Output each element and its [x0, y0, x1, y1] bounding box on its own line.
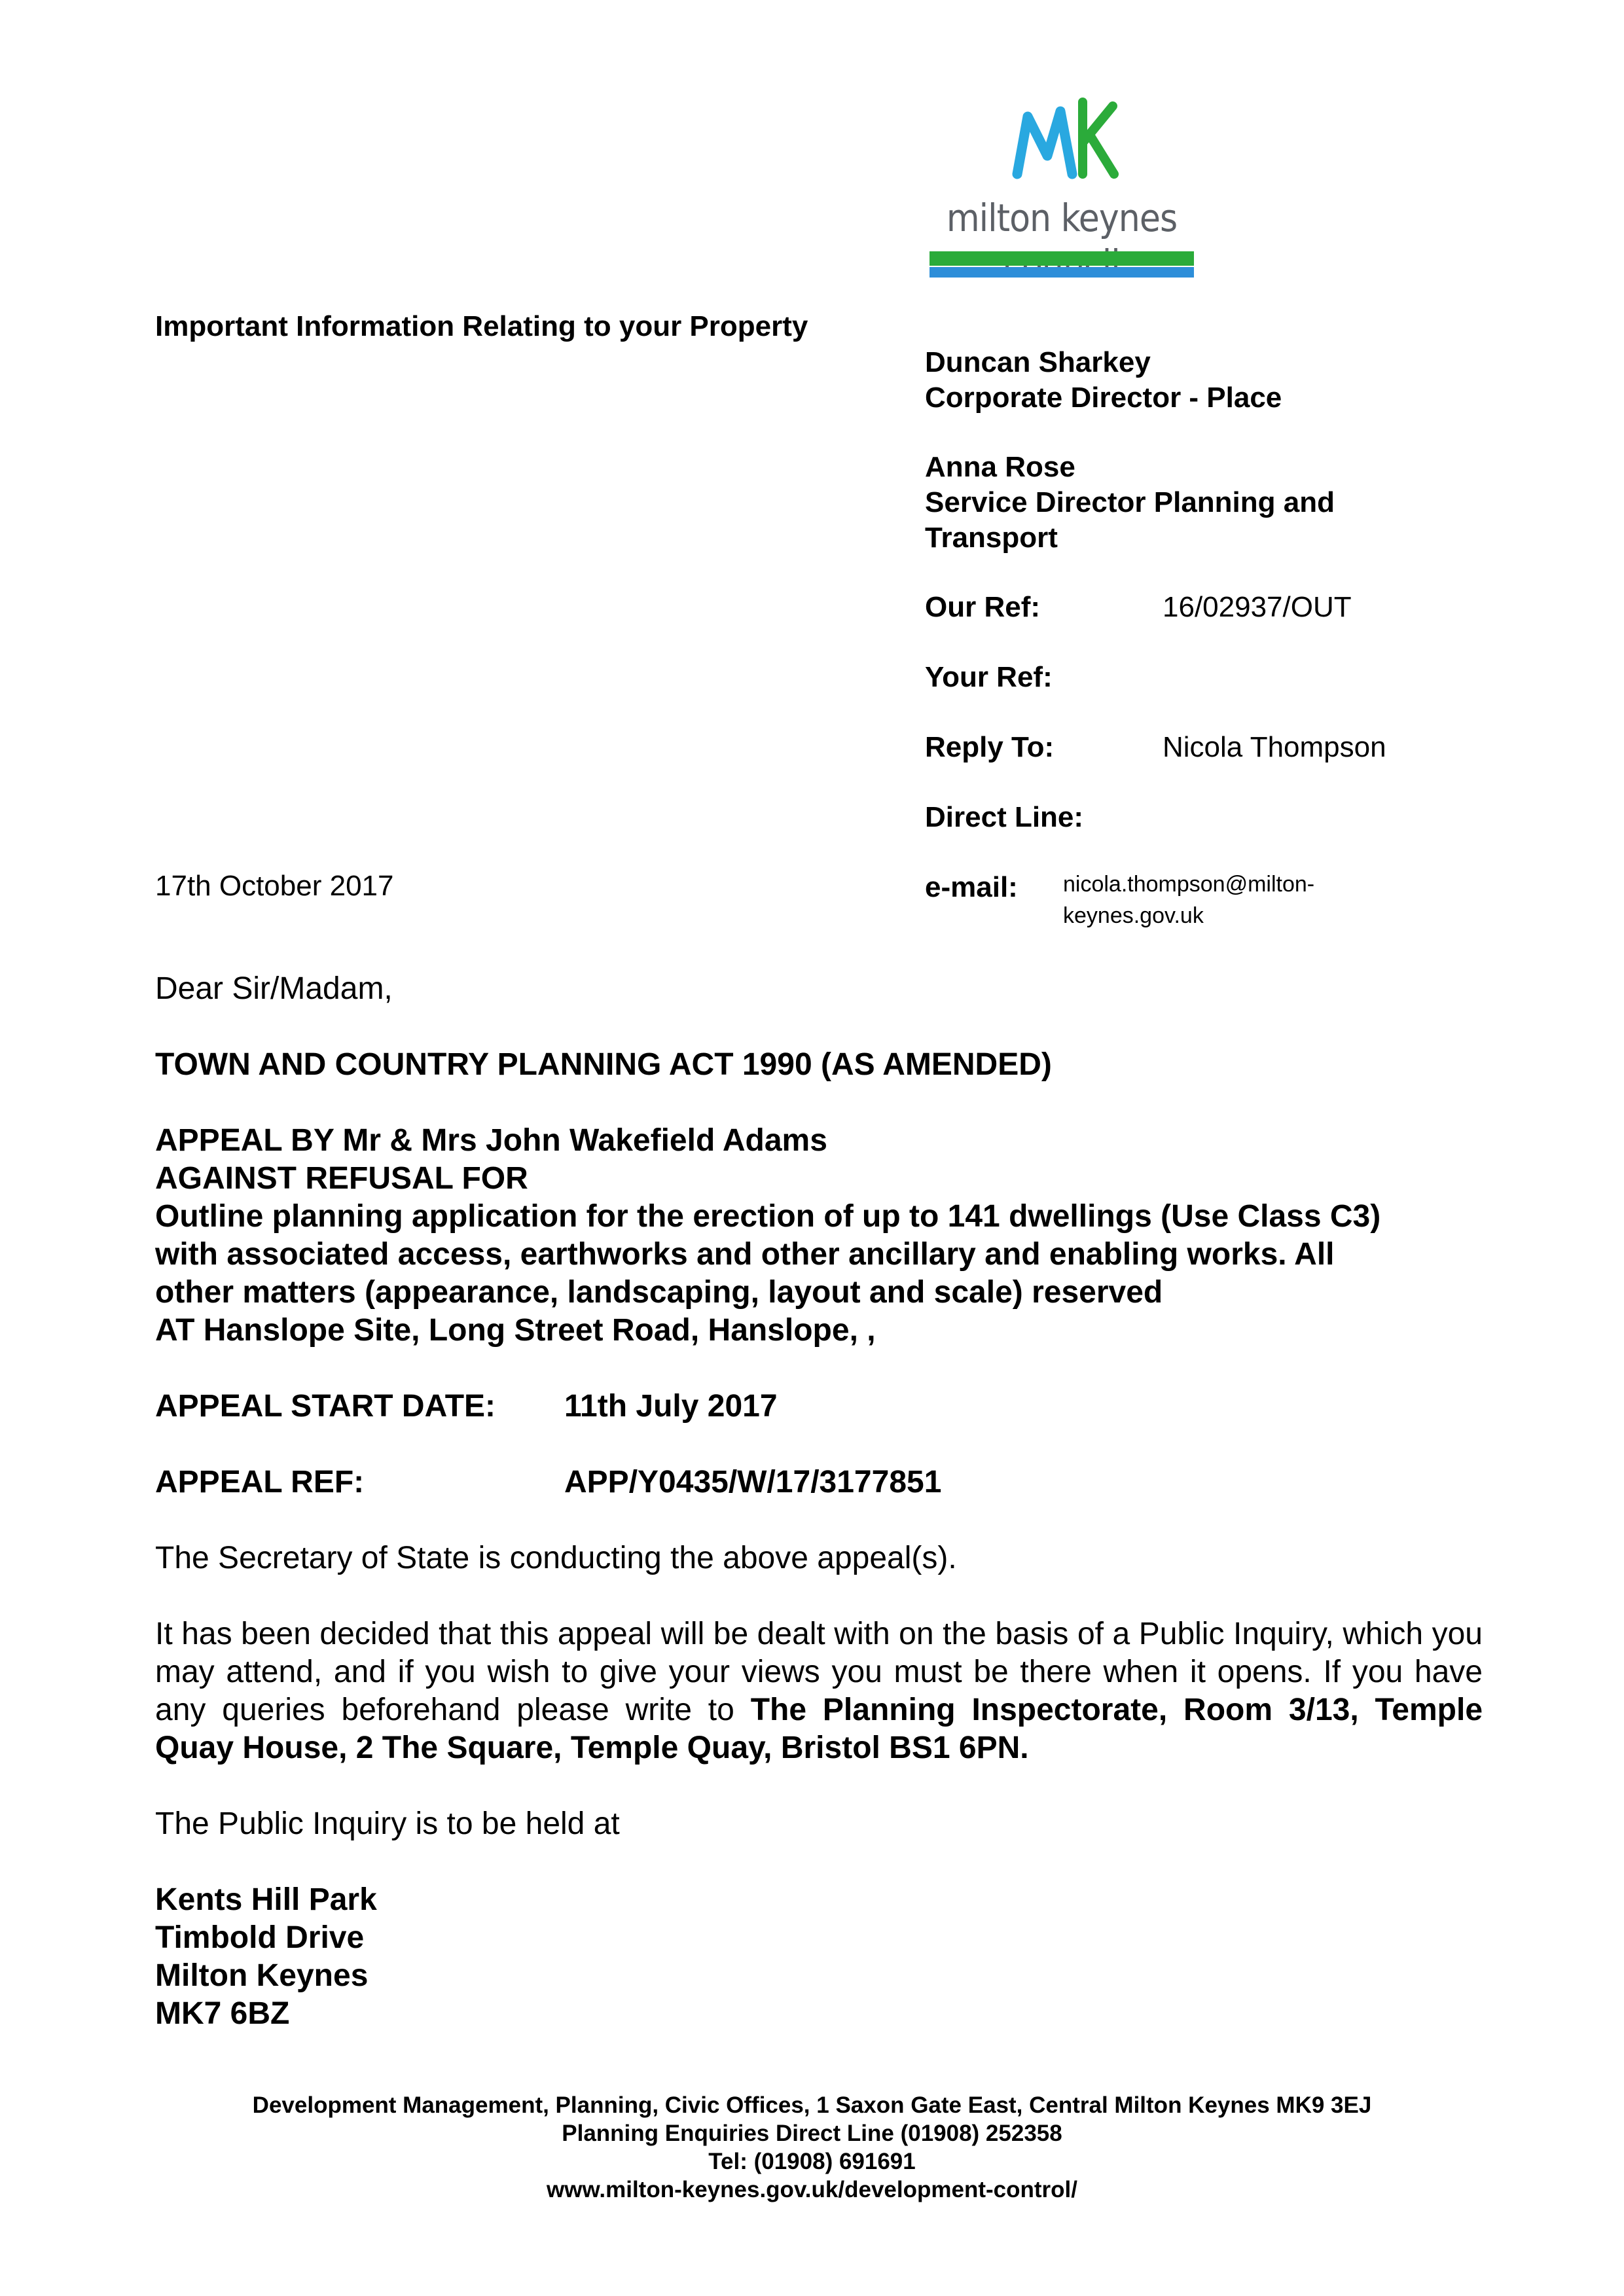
appeal-by: APPEAL BY Mr & Mrs John Wakefield Adams: [155, 1123, 827, 1158]
venue-line-4: MK7 6BZ: [155, 1996, 290, 2031]
reply-to-label: Reply To:: [925, 731, 1055, 763]
footer-address: Development Management, Planning, Civic Offices, 1 Saxon Gate East, Central Milton Keynes MK9 3EJ: [252, 2092, 1372, 2118]
logo-blue-bar: [929, 267, 1194, 278]
appeal-ref-label: APPEAL REF:: [155, 1465, 365, 1499]
appeal-description-line2: with associated access, earthworks and other ancillary and enabling works. All: [155, 1237, 1335, 1272]
appeal-site: AT Hanslope Site, Long Street Road, Hanslope, ,: [155, 1313, 876, 1348]
email-label: e-mail:: [925, 871, 1018, 903]
salutation: Dear Sir/Madam,: [155, 971, 393, 1006]
inspectorate-address: The Planning Inspectorate, Room 3/13, Temple Quay House, 2 The Square, Temple Quay, Bristol BS1 6PN.: [155, 1693, 1483, 1765]
appeal-against: AGAINST REFUSAL FOR: [155, 1161, 528, 1196]
council-name: milton keynes: [946, 196, 1178, 240]
director-title: Corporate Director - Place: [925, 382, 1282, 414]
director-name: Duncan Sharkey: [925, 346, 1151, 378]
council-logo: [924, 97, 1199, 283]
appeal-ref-value: APP/Y0435/W/17/3177851: [564, 1465, 942, 1499]
venue-line-2: Timbold Drive: [155, 1920, 365, 1955]
footer-enquiries-line: Planning Enquiries Direct Line (01908) 252358: [562, 2121, 1062, 2146]
body-paragraph-2-text: It has been decided that this appeal will be dealt with on the basis of a Public Inquiry, which you may attend, and if you wish to give your views you must be there when it opens. If you have any queries beforehand please write to: [155, 1617, 1483, 1727]
appeal-start-date-label: APPEAL START DATE:: [155, 1389, 496, 1424]
reply-to-value: Nicola Thompson: [1163, 731, 1386, 763]
direct-line-label: Direct Line:: [925, 801, 1084, 833]
appeal-start-date-value: 11th July 2017: [564, 1389, 778, 1424]
footer-telephone: Tel: (01908) 691691: [708, 2149, 916, 2174]
appeal-description-line1: Outline planning application for the erection of up to 141 dwellings (Use Class C3): [155, 1199, 1381, 1234]
venue-line-1: Kents Hill Park: [155, 1882, 377, 1917]
logo-green-bar: [929, 251, 1194, 266]
body-paragraph-2: [155, 1615, 1483, 1767]
footer-website-link[interactable]: www.milton-keynes.gov.uk/development-control/: [547, 2177, 1077, 2202]
act-heading: TOWN AND COUNTRY PLANNING ACT 1990 (AS AMENDED): [155, 1047, 1052, 1082]
email-value-line2[interactable]: keynes.gov.uk: [1063, 903, 1204, 928]
our-ref-value: 16/02937/OUT: [1163, 591, 1352, 623]
venue-line-3: Milton Keynes: [155, 1958, 369, 1993]
header-title: Important Information Relating to your Property: [155, 310, 808, 342]
body-paragraph-1: The Secretary of State is conducting the above appeal(s).: [155, 1541, 957, 1575]
letter-date: 17th October 2017: [155, 870, 394, 902]
our-ref-label: Our Ref:: [925, 591, 1040, 623]
body-paragraph-3: The Public Inquiry is to be held at: [155, 1806, 620, 1841]
service-director-title-line2: Transport: [925, 522, 1058, 554]
your-ref-label: Your Ref:: [925, 661, 1053, 693]
appeal-description-line3: other matters (appearance, landscaping, layout and scale) reserved: [155, 1275, 1163, 1310]
email-value-line1[interactable]: nicola.thompson@milton-: [1063, 872, 1315, 897]
service-director-title-line1: Service Director Planning and: [925, 486, 1335, 518]
mk-logo-mark: [1009, 97, 1121, 182]
service-director-name: Anna Rose: [925, 451, 1075, 483]
